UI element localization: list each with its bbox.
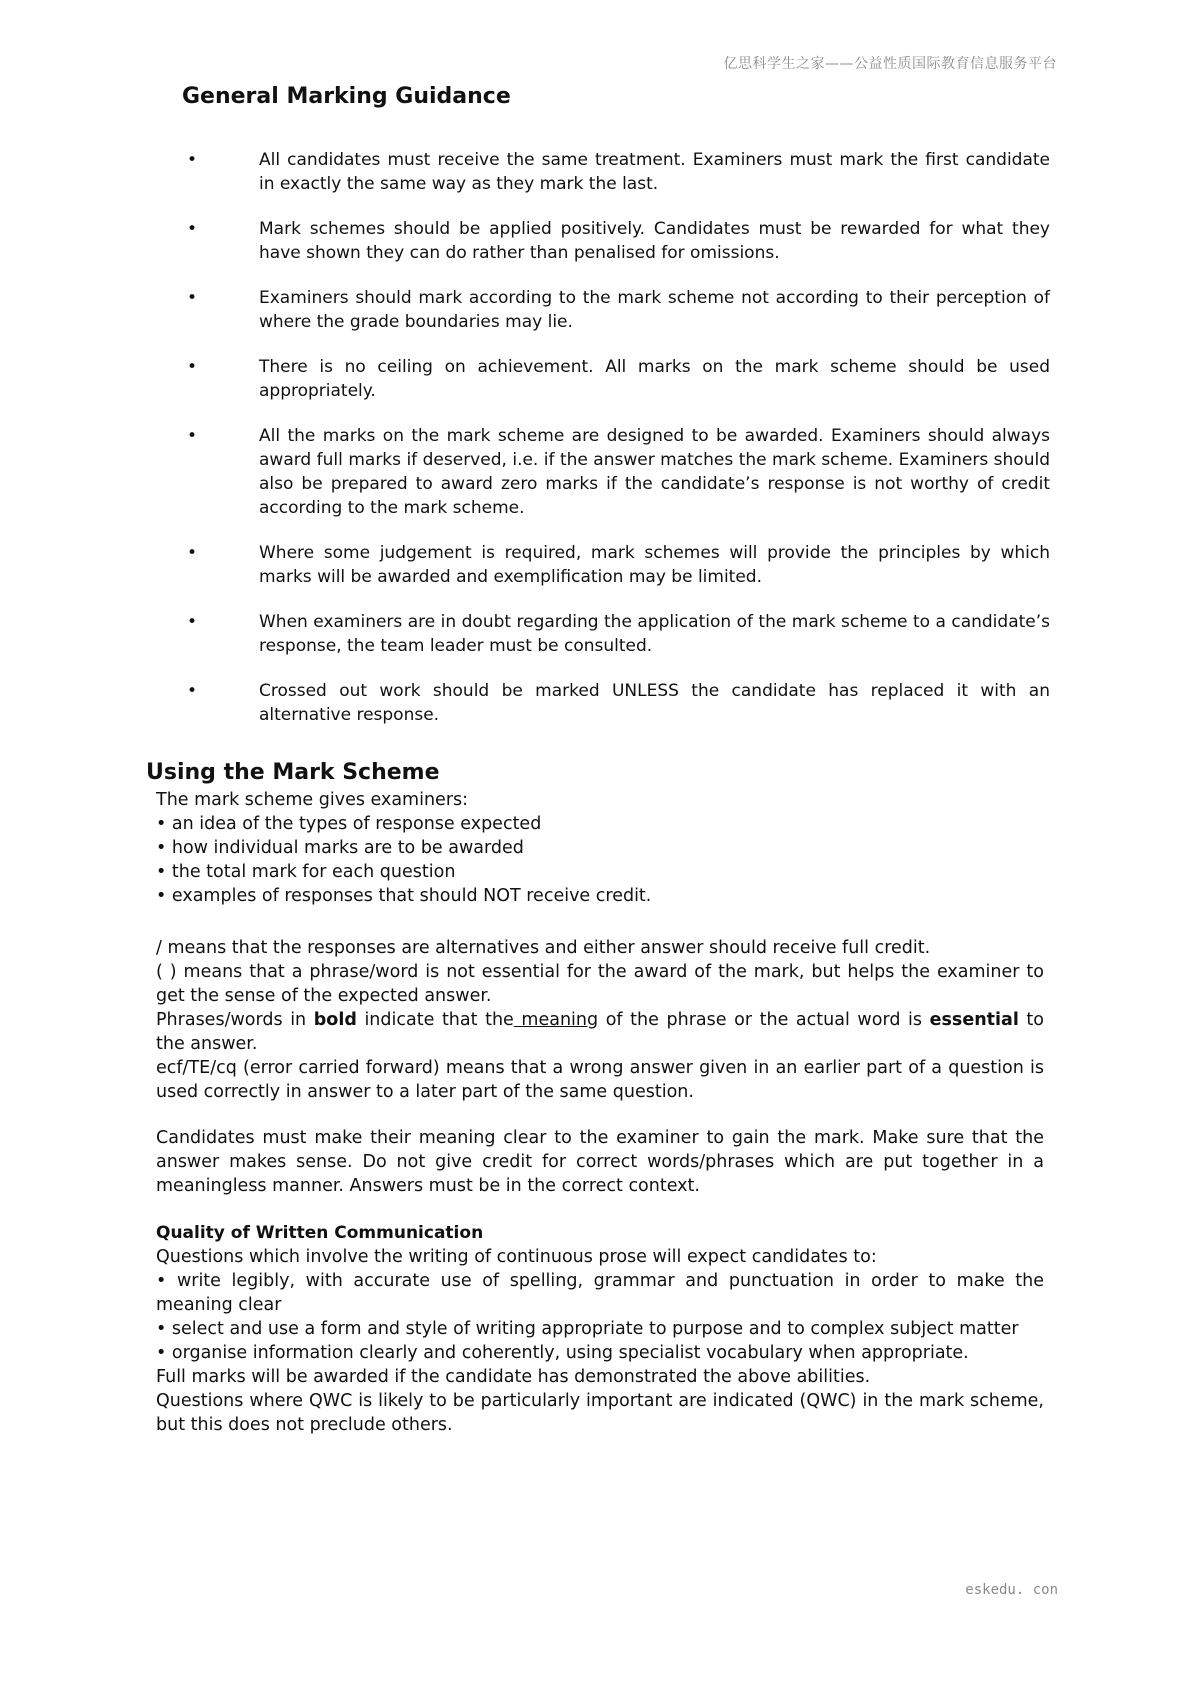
guidance-text: All candidates must receive the same treatment. Examiners must mark the first candidate in exactly the same way as they mark the last. bbox=[259, 150, 1050, 194]
guidance-text: Examiners should mark according to the mark scheme not according to their perception of where the grade boundaries may lie. bbox=[259, 288, 1050, 332]
qwc-item: • write legibly, with accurate use of spelling, grammar and punctuation in order to make the meaning clear bbox=[156, 1271, 1044, 1315]
qwc-item: • organise information clearly and coherently, using specialist vocabulary when appropriate. bbox=[156, 1343, 969, 1363]
intro-line: The mark scheme gives examiners: bbox=[156, 790, 469, 810]
guidance-text: Mark schemes should be applied positively. Candidates must be rewarded for what they have shown they can do rather than penalised for omissions. bbox=[259, 219, 1050, 263]
bullet-icon: • bbox=[187, 426, 198, 446]
header-watermark: 亿思科学生之家——公益性质国际教育信息服务平台 bbox=[723, 56, 1057, 72]
guidance-text: Crossed out work should be marked UNLESS the candidate has replaced it with an alternative response. bbox=[259, 681, 1050, 725]
guidance-item bbox=[180, 610, 1050, 658]
bullet-icon: • bbox=[187, 219, 198, 239]
list-item: • the total mark for each question bbox=[156, 862, 456, 882]
bold-convention-text: to the answer. bbox=[156, 1010, 1044, 1054]
qwc-full-marks: Full marks will be awarded if the candidate has demonstrated the above abilities. bbox=[156, 1367, 871, 1387]
bullet-icon: • bbox=[187, 681, 198, 701]
guidance-item bbox=[180, 148, 1050, 196]
list-item: • examples of responses that should NOT receive credit. bbox=[156, 886, 652, 906]
bullet-icon: • bbox=[187, 357, 198, 377]
bullet-icon: • bbox=[187, 150, 198, 170]
guidance-item bbox=[180, 424, 1050, 520]
guidance-item bbox=[180, 541, 1050, 589]
symbol-conventions bbox=[156, 936, 1044, 1104]
bullet-icon: • bbox=[187, 288, 198, 308]
parenthesis-convention: ( ) means that a phrase/word is not essential for the award of the mark, but helps the examiner to get the sense of the expected answer. bbox=[156, 962, 1044, 1006]
qwc-heading: Quality of Written Communication bbox=[156, 1223, 484, 1243]
bullet-icon: • bbox=[187, 612, 198, 632]
essential-keyword: essential bbox=[929, 1010, 1019, 1030]
list-item: • how individual marks are to be awarded bbox=[156, 838, 524, 858]
bold-convention-text: indicate that the bbox=[356, 1010, 514, 1030]
guidance-item bbox=[180, 286, 1050, 334]
guidance-item bbox=[180, 679, 1050, 727]
bold-keyword: bold bbox=[313, 1010, 357, 1030]
bold-convention bbox=[156, 1008, 1044, 1056]
general-marking-guidance-title: General Marking Guidance bbox=[182, 84, 511, 109]
footer-watermark: eskedu. con bbox=[965, 1582, 1058, 1598]
bold-convention-text: Phrases/words in bbox=[156, 1010, 314, 1030]
general-guidance-list bbox=[180, 148, 1050, 748]
qwc-section bbox=[156, 1221, 1044, 1437]
guidance-item bbox=[180, 355, 1050, 403]
mark-scheme-intro bbox=[156, 788, 1044, 908]
context-text: Candidates must make their meaning clear to the examiner to gain the mark. Make sure that the answer makes sense. Do not give credit for correct words/phrases which are put together in a meaningless manner. Answers must be in the correct context. bbox=[156, 1128, 1044, 1196]
qwc-intro: Questions which involve the writing of continuous prose will expect candidates to: bbox=[156, 1247, 877, 1267]
using-mark-scheme-title: Using the Mark Scheme bbox=[146, 760, 440, 785]
bullet-icon: • bbox=[187, 543, 198, 563]
guidance-text: Where some judgement is required, mark schemes will provide the principles by which marks will be awarded and exemplification may be limited. bbox=[259, 543, 1050, 587]
bold-convention-text: of the phrase or the actual word is bbox=[598, 1010, 930, 1030]
context-paragraph bbox=[156, 1126, 1044, 1198]
guidance-text: All the marks on the mark scheme are designed to be awarded. Examiners should always award full marks if deserved, i.e. if the answer matches the mark scheme. Examiners should also be prepared to award zero marks if the candidate’s response is not worthy of credit according to the mark scheme. bbox=[259, 426, 1050, 518]
slash-convention: / means that the responses are alternatives and either answer should receive full credit. bbox=[156, 938, 931, 958]
list-item: • an idea of the types of response expected bbox=[156, 814, 542, 834]
qwc-item: • select and use a form and style of writing appropriate to purpose and to complex subject matter bbox=[156, 1319, 1019, 1339]
ecf-convention: ecf/TE/cq (error carried forward) means that a wrong answer given in an earlier part of a question is used correctly in answer to a later part of the same question. bbox=[156, 1058, 1044, 1102]
qwc-importance: Questions where QWC is likely to be particularly important are indicated (QWC) in the mark scheme, but this does not preclude others. bbox=[156, 1391, 1044, 1435]
guidance-text: When examiners are in doubt regarding the application of the mark scheme to a candidate’s response, the team leader must be consulted. bbox=[259, 612, 1050, 656]
guidance-text: There is no ceiling on achievement. All marks on the mark scheme should be used appropriately. bbox=[259, 357, 1050, 401]
guidance-item bbox=[180, 217, 1050, 265]
meaning-keyword: meaning bbox=[513, 1010, 599, 1030]
